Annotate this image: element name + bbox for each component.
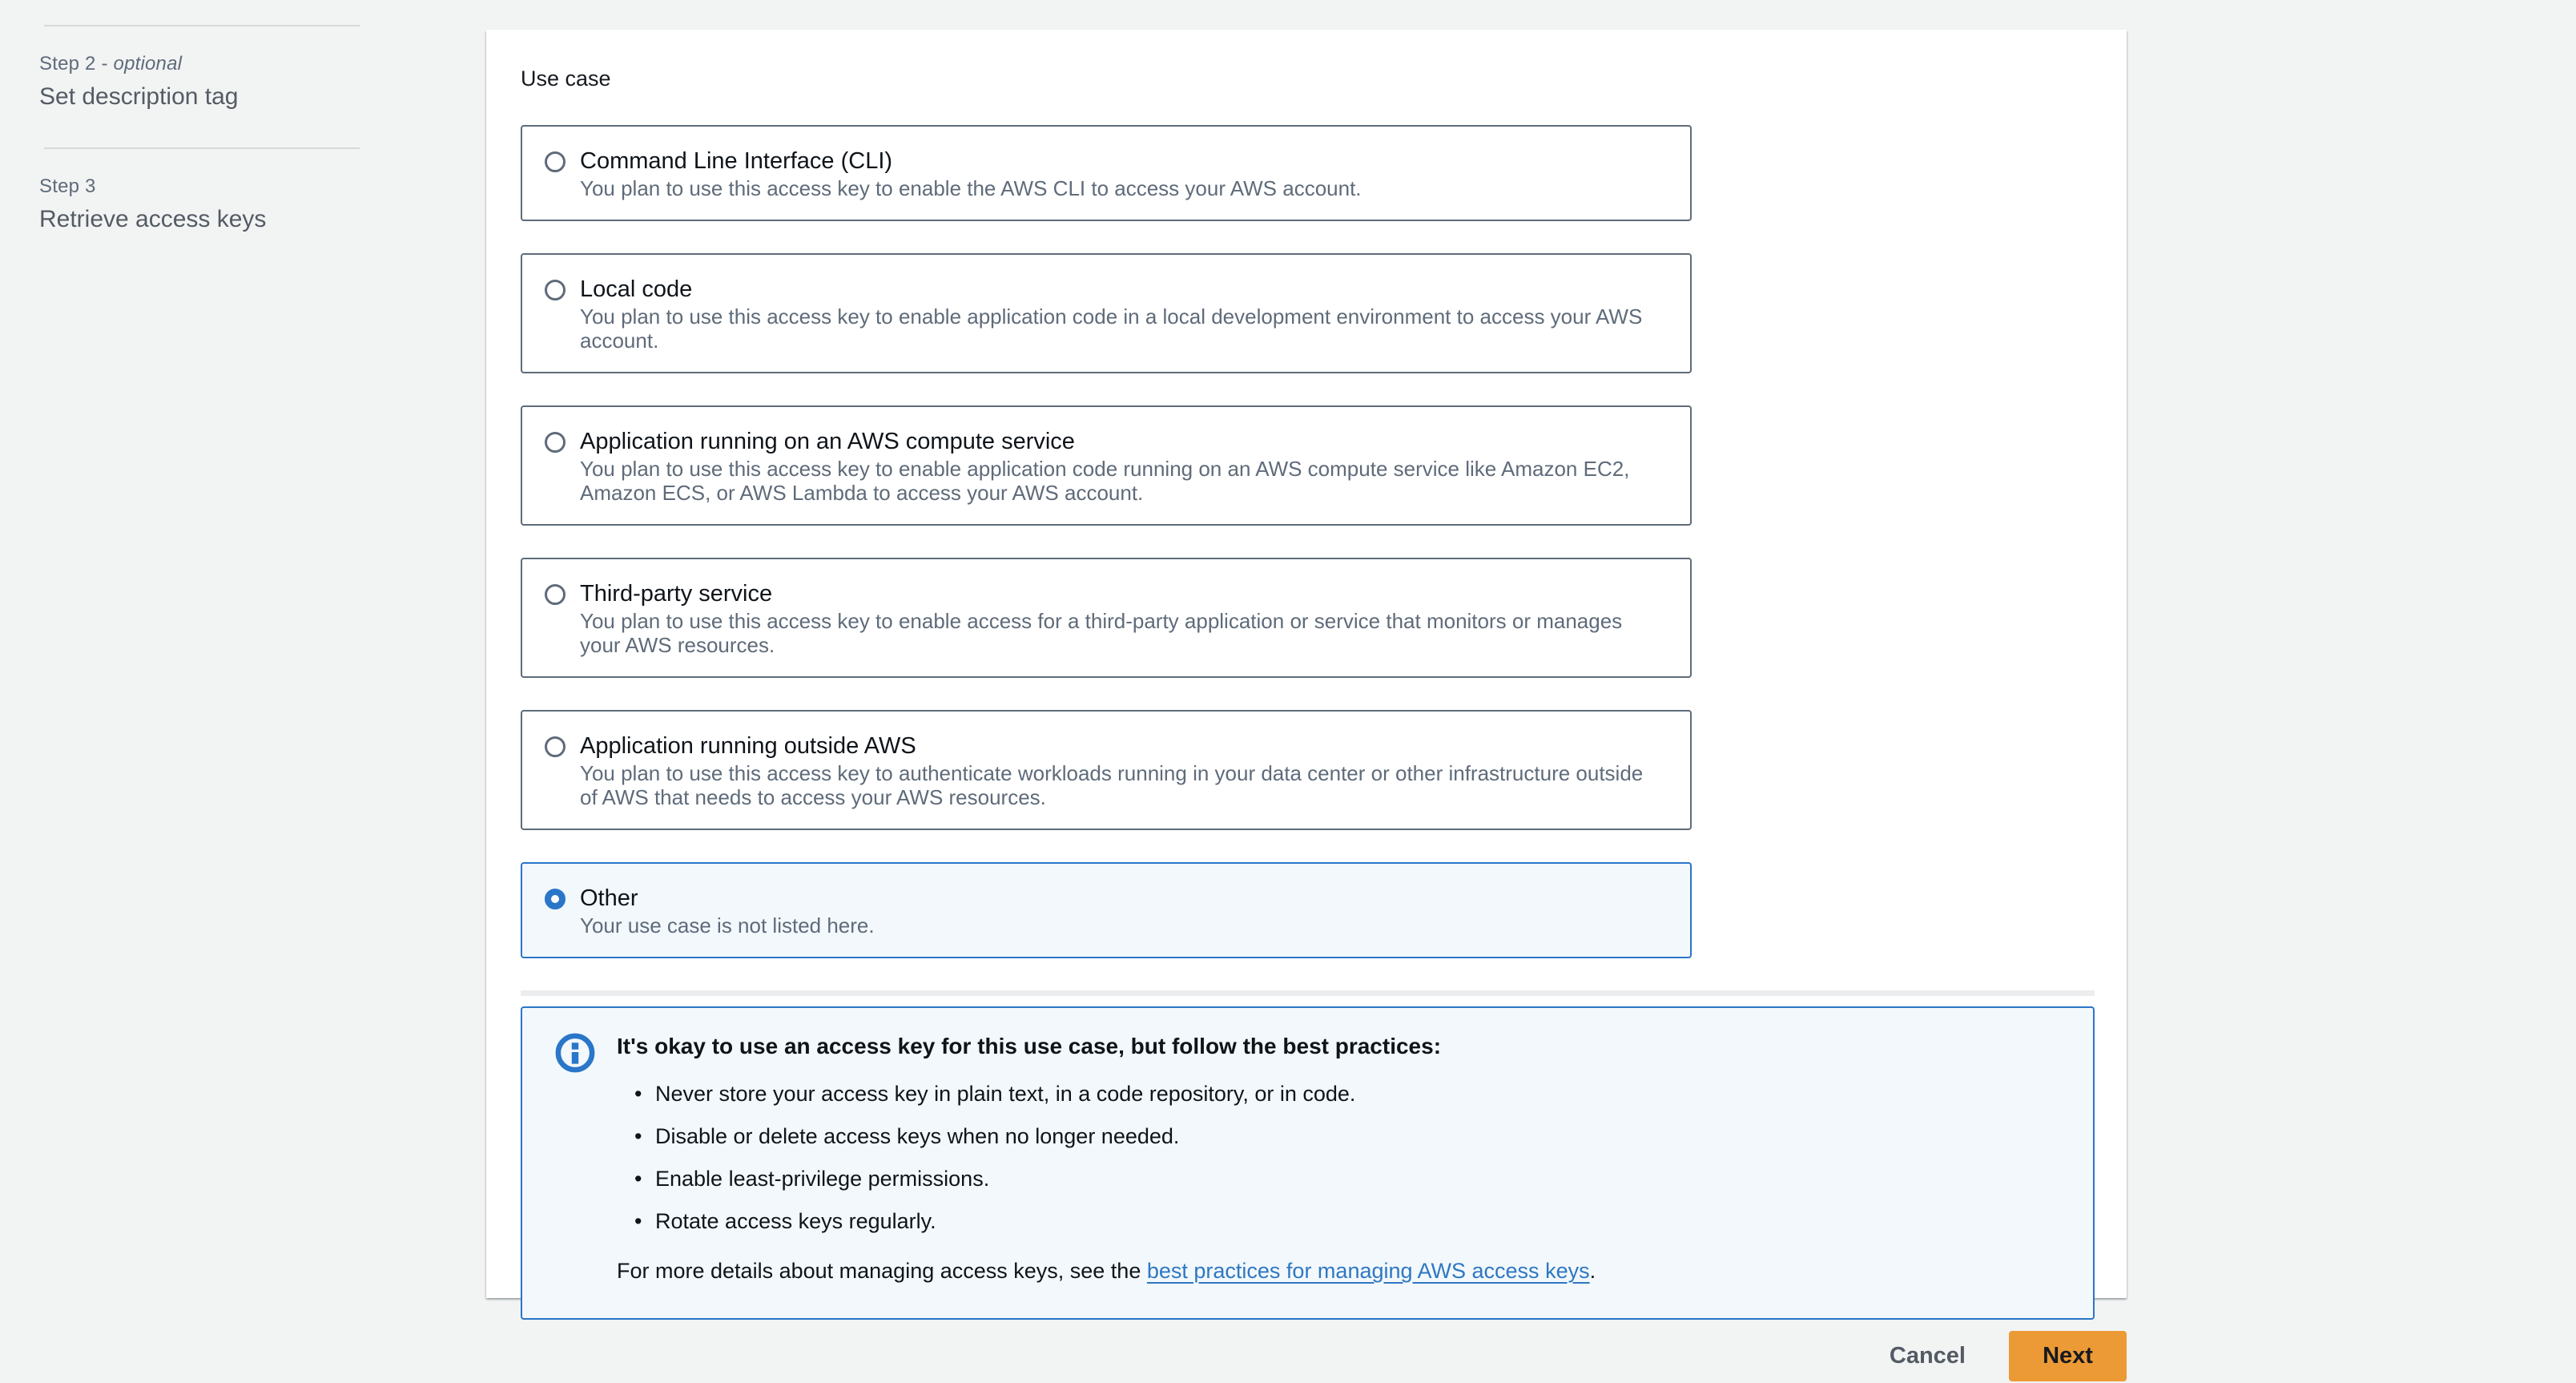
bullet-dot: • bbox=[634, 1124, 642, 1148]
option-label: Other bbox=[580, 885, 638, 911]
bullet-text: Never store your access key in plain text, in a code repository, or in code. bbox=[655, 1082, 1356, 1106]
option-aws-compute-service[interactable] bbox=[521, 405, 1692, 526]
option-label: Local code bbox=[580, 276, 693, 302]
cancel-button[interactable]: Cancel bbox=[1874, 1332, 1982, 1381]
use-case-radio-group bbox=[521, 125, 1692, 958]
next-button[interactable]: Next bbox=[2009, 1331, 2127, 1381]
bullet-dot: • bbox=[634, 1082, 642, 1106]
option-description: You plan to use this access key to authenticate workloads running in your data center or other infrastructure outside of AWS that needs to access your AWS resources. bbox=[580, 761, 1644, 809]
step-2-title: Set description tag bbox=[39, 83, 239, 110]
radio-unselected-icon[interactable] bbox=[545, 584, 566, 605]
step-2-label bbox=[39, 53, 182, 75]
bullet-dot: • bbox=[634, 1209, 642, 1233]
wizard-footer-actions bbox=[486, 1330, 2127, 1381]
bullet-text: Enable least-privilege permissions. bbox=[655, 1167, 990, 1191]
option-description: You plan to use this access key to enable application code in a local development environment to access your AWS account. bbox=[580, 304, 1643, 353]
sidebar-divider bbox=[44, 147, 360, 149]
alert-bullet bbox=[634, 1165, 1596, 1192]
radio-unselected-icon[interactable] bbox=[545, 736, 566, 757]
sidebar-divider bbox=[44, 25, 360, 26]
option-label: Application running on an AWS compute service bbox=[580, 429, 1075, 454]
option-cli[interactable] bbox=[521, 125, 1692, 221]
alert-bullet bbox=[634, 1080, 1596, 1107]
option-local-code[interactable] bbox=[521, 253, 1692, 373]
bullet-dot: • bbox=[634, 1167, 642, 1191]
alert-bullet bbox=[634, 1123, 1596, 1150]
option-label: Application running outside AWS bbox=[580, 733, 916, 759]
step-3-number: Step 3 bbox=[39, 175, 96, 197]
option-label: Command Line Interface (CLI) bbox=[580, 148, 893, 174]
option-label: Third-party service bbox=[580, 581, 773, 607]
step-3-label bbox=[39, 175, 96, 198]
alert-bullet bbox=[634, 1208, 1596, 1235]
section-divider bbox=[521, 990, 2095, 996]
option-third-party-service[interactable] bbox=[521, 558, 1692, 678]
bullet-text: Rotate access keys regularly. bbox=[655, 1209, 936, 1233]
option-description: You plan to use this access key to enable the AWS CLI to access your AWS account. bbox=[580, 176, 1362, 200]
option-other[interactable] bbox=[521, 862, 1692, 958]
use-case-section-label: Use case bbox=[521, 67, 611, 91]
wizard-steps-sidebar bbox=[0, 0, 449, 1383]
alert-footer bbox=[617, 1257, 1596, 1284]
option-description: Your use case is not listed here. bbox=[580, 913, 875, 937]
step-2-number: Step 2 - bbox=[39, 53, 114, 75]
radio-unselected-icon[interactable] bbox=[545, 151, 566, 172]
footer-text: For more details about managing access keys, see the bbox=[617, 1259, 1147, 1283]
alert-bullet-list bbox=[617, 1080, 1596, 1235]
radio-unselected-icon[interactable] bbox=[545, 280, 566, 300]
info-icon bbox=[554, 1032, 596, 1074]
step-3-title: Retrieve access keys bbox=[39, 206, 267, 232]
radio-selected-icon[interactable] bbox=[545, 889, 566, 909]
step-2-optional-tag: optional bbox=[113, 53, 183, 75]
option-outside-aws[interactable] bbox=[521, 710, 1692, 830]
best-practices-link[interactable]: best practices for managing AWS access keys bbox=[1146, 1259, 1590, 1283]
option-description: You plan to use this access key to enable application code running on an AWS compute service like Amazon EC2, Amazon ECS, or AWS Lambda to access your AWS account. bbox=[580, 457, 1630, 505]
best-practices-info-alert bbox=[521, 1006, 2095, 1320]
footer-period: . bbox=[1589, 1259, 1596, 1283]
use-case-panel bbox=[486, 30, 2127, 1298]
option-description: You plan to use this access key to enable access for a third-party application or service that monitors or manages your AWS resources. bbox=[580, 609, 1623, 657]
alert-title: It's okay to use an access key for this use case, but follow the best practices: bbox=[617, 1034, 1442, 1058]
bullet-text: Disable or delete access keys when no longer needed. bbox=[655, 1124, 1180, 1148]
radio-unselected-icon[interactable] bbox=[545, 432, 566, 453]
